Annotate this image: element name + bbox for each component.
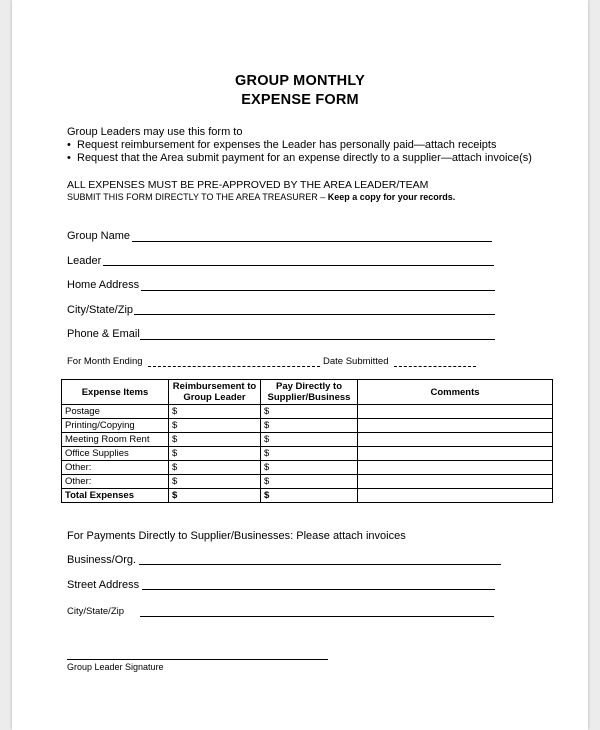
street-address-label: Street Address <box>67 579 140 591</box>
month-ending-label: For Month Ending <box>67 356 143 367</box>
business-org-label: Business/Org. <box>67 554 137 566</box>
pay-direct-cell[interactable]: $ <box>261 447 358 461</box>
comments-cell[interactable] <box>358 433 553 447</box>
signature-label: Group Leader Signature <box>67 662 164 672</box>
comments-cell[interactable] <box>358 405 553 419</box>
header-reimbursement: Reimbursement to Group Leader <box>169 380 261 405</box>
pay-direct-cell[interactable]: $ <box>261 475 358 489</box>
leader-label: Leader <box>67 255 102 267</box>
pay-direct-cell[interactable]: $ <box>261 461 358 475</box>
expense-table <box>61 379 553 503</box>
table-row <box>62 461 553 475</box>
pay-direct-cell[interactable]: $ <box>261 419 358 433</box>
bullet-icon: • <box>67 152 71 164</box>
expense-item-label: Postage <box>62 405 169 419</box>
total-row <box>62 489 553 503</box>
group-name-field[interactable] <box>132 241 492 242</box>
city-state-zip-label: City/State/Zip <box>67 304 134 316</box>
expense-item-label: Printing/Copying <box>62 419 169 433</box>
table-row <box>62 419 553 433</box>
table-row <box>62 475 553 489</box>
signature-field[interactable] <box>67 659 328 660</box>
form-title-line2: EXPENSE FORM <box>241 92 359 108</box>
leader-field[interactable] <box>103 265 494 266</box>
submit-notice <box>67 192 455 202</box>
phone-email-field[interactable] <box>140 339 495 340</box>
reimbursement-cell[interactable]: $ <box>169 461 261 475</box>
reimbursement-cell[interactable]: $ <box>169 405 261 419</box>
total-reimbursement-cell[interactable]: $ <box>169 489 261 503</box>
date-submitted-label: Date Submitted <box>323 356 389 367</box>
date-submitted-field[interactable] <box>394 366 476 367</box>
intro-bullet-2-text: Request that the Area submit payment for an expense directly to a supplier—attach invoice(s) <box>77 152 532 164</box>
bullet-icon: • <box>67 139 71 151</box>
intro-bullet-1-text: Request reimbursement for expenses the Leader has personally paid—attach receipts <box>77 139 497 151</box>
submit-notice-bold: SUBMIT THIS FORM DIRECTLY TO THE AREA TREASURER – <box>67 192 326 202</box>
street-address-field[interactable] <box>142 589 495 590</box>
supplier-heading: For Payments Directly to Supplier/Businesses: Please attach invoices <box>67 530 406 542</box>
home-address-field[interactable] <box>141 290 495 291</box>
table-row <box>62 405 553 419</box>
supplier-city-label: City/State/Zip <box>67 606 125 617</box>
intro-lead: Group Leaders may use this form to <box>67 126 243 138</box>
header-pay-directly: Pay Directly to Supplier/Business <box>261 380 358 405</box>
table-header-row <box>62 380 553 405</box>
header-comments: Comments <box>358 380 553 405</box>
total-expenses-label: Total Expenses <box>62 489 169 503</box>
comments-cell[interactable] <box>358 461 553 475</box>
intro-bullet-2 <box>67 152 532 164</box>
city-state-zip-field[interactable] <box>134 314 495 315</box>
pay-direct-cell[interactable]: $ <box>261 433 358 447</box>
total-pay-direct-cell[interactable]: $ <box>261 489 358 503</box>
reimbursement-cell[interactable]: $ <box>169 475 261 489</box>
comments-cell[interactable] <box>358 447 553 461</box>
expense-item-label: Meeting Room Rent <box>62 433 169 447</box>
expense-item-label: Other: <box>62 461 169 475</box>
phone-email-label: Phone & Email <box>67 328 140 340</box>
reimbursement-cell[interactable]: $ <box>169 447 261 461</box>
home-address-label: Home Address <box>67 279 140 291</box>
table-row <box>62 433 553 447</box>
business-org-field[interactable] <box>139 564 501 565</box>
table-row <box>62 447 553 461</box>
form-title-line1: GROUP MONTHLY <box>235 73 365 89</box>
reimbursement-cell[interactable]: $ <box>169 419 261 433</box>
header-expense-items: Expense Items <box>62 380 169 405</box>
intro-bullet-1 <box>67 139 496 151</box>
reimbursement-cell[interactable]: $ <box>169 433 261 447</box>
comments-cell[interactable] <box>358 475 553 489</box>
submit-notice-rest: Keep a copy for your records. <box>325 192 456 202</box>
supplier-city-field[interactable] <box>140 616 494 617</box>
pay-direct-cell[interactable]: $ <box>261 405 358 419</box>
expense-item-label: Office Supplies <box>62 447 169 461</box>
group-name-label: Group Name <box>67 230 130 242</box>
month-ending-field[interactable] <box>148 366 320 367</box>
expense-item-label: Other: <box>62 475 169 489</box>
preapproval-notice: ALL EXPENSES MUST BE PRE-APPROVED BY THE AREA LEADER/TEAM <box>67 179 429 191</box>
comments-cell[interactable] <box>358 419 553 433</box>
total-comments-cell[interactable] <box>358 489 553 503</box>
